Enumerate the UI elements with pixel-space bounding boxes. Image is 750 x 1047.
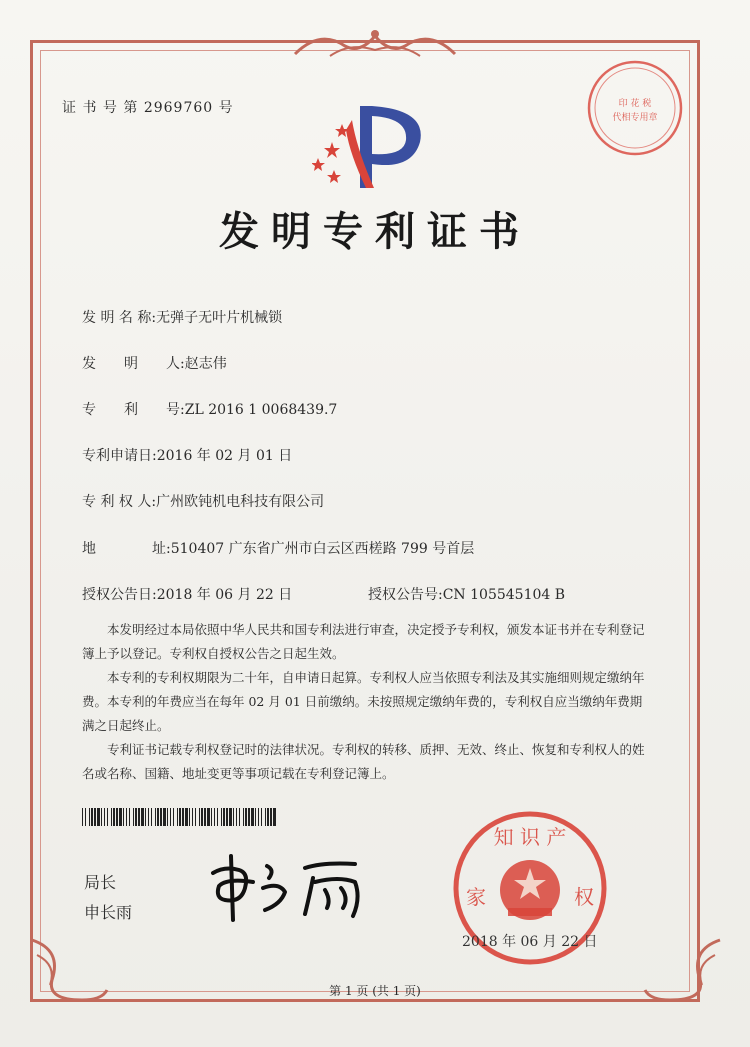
grant-date-row	[82, 584, 292, 604]
svg-text:知 识 产: 知 识 产	[493, 825, 567, 849]
inventor-label: 发 明 人:	[82, 356, 185, 372]
director-title: 局长	[84, 873, 117, 892]
top-ornament	[290, 24, 460, 64]
inventor-value: 赵志伟	[184, 356, 227, 372]
certificate-body	[82, 618, 652, 786]
patent-number-label: 专 利 号:	[82, 402, 185, 418]
patent-number-value: ZL 2016 1 0068439.7	[184, 402, 338, 418]
certificate-number	[62, 97, 234, 117]
address-label: 地 址:	[82, 541, 171, 557]
grant-date-label: 授权公告日:	[82, 587, 157, 603]
director-signature-icon	[205, 848, 385, 928]
grant-date-value: 2018 年 06 月 22 日	[156, 587, 293, 603]
patentee-label: 专 利 权 人:	[82, 494, 157, 510]
filing-date-label: 专利申请日:	[82, 448, 157, 464]
filing-date-value: 2016 年 02 月 01 日	[156, 448, 293, 464]
address-value: 510407 广东省广州市白云区西槎路 799 号首层	[170, 541, 475, 557]
invention-name-value: 无弹子无叶片机械锁	[156, 310, 283, 326]
page-number: 第 1 页 (共 1 页)	[329, 984, 421, 998]
grant-number-value: CN 105545104 B	[442, 587, 566, 603]
invention-name-row	[82, 307, 282, 327]
certificate-title: 发明专利证书	[219, 208, 531, 255]
cnipa-logo-icon	[312, 100, 430, 192]
svg-text:印 花 税: 印 花 税	[618, 99, 652, 109]
inventor-row	[82, 353, 227, 373]
svg-text:代相专用章: 代相专用章	[612, 113, 658, 123]
body-paragraph-1: 本发明经过本局依照中华人民共和国专利法进行审查，决定授予专利权，颁发本证书并在专利登记簿上予以登记。专利权自授权公告之日起生效。	[82, 622, 645, 661]
filing-date-row	[82, 445, 292, 465]
patent-number-row	[82, 399, 337, 419]
grant-number-row	[368, 584, 565, 604]
patentee-value: 广州欧钝机电科技有限公司	[156, 494, 325, 510]
grant-number-label: 授权公告号:	[368, 587, 443, 603]
body-paragraph-2: 本专利的专利权期限为二十年，自申请日起算。专利权人应当依照专利法及其实施细则规定缴纳年费。本专利的年费应当在每年 02 月 01 日前缴纳。未按照规定缴纳年费的，专利权自应当缴纳年费期满之日起终止。	[82, 670, 645, 733]
body-paragraph-3: 专利证书记载专利权登记时的法律状况。专利权的转移、质押、无效、终止、恢复和专利权人的姓名或名称、国籍、地址变更等事项记载在专利登记簿上。	[82, 742, 645, 781]
patentee-row	[82, 491, 324, 511]
invention-name-label: 发 明 名 称:	[82, 310, 157, 326]
seal-date: 2018 年 06 月 22 日	[462, 934, 598, 950]
certificate-number-label: 证 书 号 第	[62, 100, 139, 116]
svg-text:权: 权	[574, 885, 594, 909]
agency-seal-icon	[585, 58, 685, 158]
svg-text:家: 家	[466, 885, 486, 909]
director-name: 申长雨	[84, 903, 133, 922]
address-row	[82, 538, 474, 558]
certificate-number-value: 2969760	[143, 100, 214, 116]
certificate-number-suffix: 号	[218, 100, 234, 116]
barcode-icon	[82, 808, 278, 826]
